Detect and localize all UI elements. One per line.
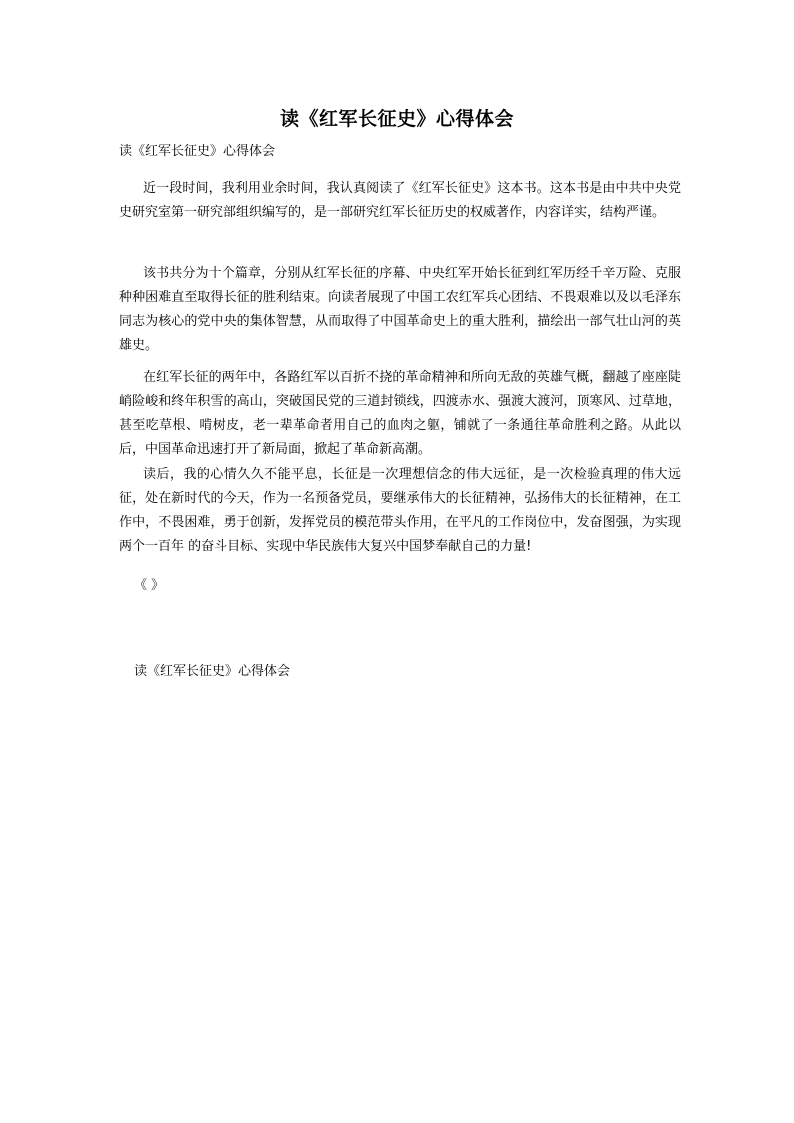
paragraph-2: 该书共分为十个篇章，分别从红军长征的序幕、中央红军开始长征到红军历经千辛万险、克服种种困难直至取得长征的胜利结束。向读者展现了中国工农红军兵心团结、不畏艰难以及以毛泽东同志为核心的党中央的集体智慧，从而取得了中国革命史上的重大胜利，描绘出一部气壮山河的英雄史。 [119, 266, 681, 353]
paragraph-1: 近一段时间，我利用业余时间，我认真阅读了《红军长征史》这本书。这本书是由中共中央党史研究室第一研究部组织编写的，是一部研究红军长征历史的权威著作，内容详实，结构严谨。 [119, 181, 681, 220]
title-marks: 《 》 [134, 578, 165, 593]
document-subtitle: 读《红军长征史》心得体会 [119, 144, 276, 159]
paragraph-4: 读后，我的心情久久不能平息，长征是一次理想信念的伟大远征，是一次检验真理的伟大远征，处在新时代的今天，作为一名预备党员，要继承伟大的长征精神，弘扬伟大的长征精神，在工作中，不畏困难，勇于创新，发挥党员的模范带头作用，在平凡的工作岗位中，发奋图强，为实现 两个一百年 的奋斗目标、实现中华民族伟大复兴中国梦奉献自己的力量! [119, 467, 681, 554]
paragraph-3: 在红军长征的两年中，各路红军以百折不挠的革命精神和所向无敌的英雄气概，翻越了座座陡峭险峻和终年积雪的高山，突破国民党的三道封锁线，四渡赤水、强渡大渡河，顶寒风、过草地，甚至吃草根、啃树皮，老一辈革命者用自己的血肉之躯，铺就了一条通往革命胜利之路。从此以后，中国革命迅速打开了新局面，掀起了革命新高潮。 [119, 370, 681, 457]
footer-title: 读《红军长征史》心得体会 [134, 664, 291, 679]
document-title: 读《红军长征史》心得体会 [279, 108, 514, 130]
